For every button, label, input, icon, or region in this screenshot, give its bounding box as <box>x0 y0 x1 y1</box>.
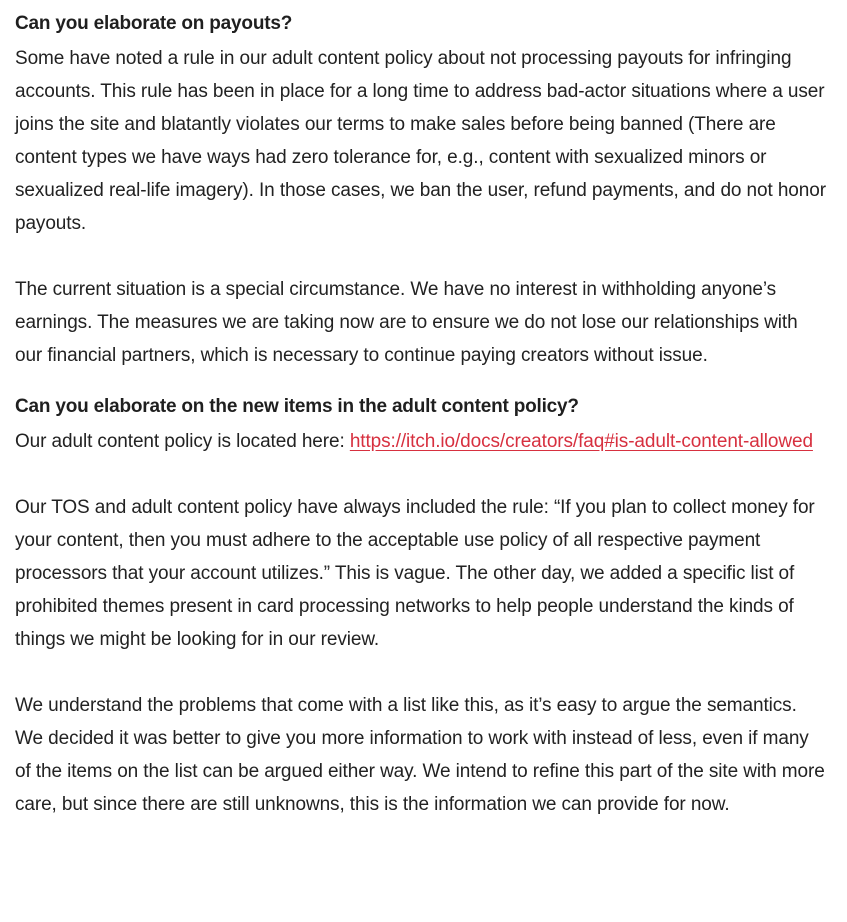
adult-content-policy-link[interactable]: https://itch.io/docs/creators/faq#is-adult-content-allowed <box>349 431 813 452</box>
paragraph-policy-location <box>15 425 827 458</box>
paragraph-current-situation: The current situation is a special circumstance. We have no interest in withholding anyone’s earnings. The measures we are taking now are to ensure we do not lose our relationships with our financial partners, which is necessary to continue paying creators without issue. <box>15 279 798 366</box>
paragraph-list-problems: We understand the problems that come with a list like this, as it’s easy to argue the semantics. We decided it was better to give you more information to work with instead of less, even if many of the items on the list can be argued either way. We intend to refine this part of the site with more care, but since there are still unknowns, this is the information we can provide for now. <box>15 695 825 815</box>
paragraph-payout-rule: Some have noted a rule in our adult content policy about not processing payouts for infringing accounts. This rule has been in place for a long time to address bad-actor situations where a user joins the site and blatantly violates our terms to make sales before being banned (There are content types we have ways had zero tolerance for, e.g., content with sexualized minors or sexualized real-life imagery). In those cases, we ban the user, refund payments, and do not honor payouts. <box>15 48 826 234</box>
section-heading-payouts: Can you elaborate on payouts? <box>15 13 293 34</box>
policy-intro-text: Our adult content policy is located here: <box>15 431 350 452</box>
section-heading-adult-policy: Can you elaborate on the new items in the adult content policy? <box>15 396 579 417</box>
paragraph-tos-rule: Our TOS and adult content policy have always included the rule: “If you plan to collect money for your content, then you must adhere to the acceptable use policy of all respective payment processors that your account utilizes.” This is vague. The other day, we added a specific list of prohibited themes present in card processing networks to help people understand the kinds of things we might be looking for in our review. <box>15 497 815 650</box>
